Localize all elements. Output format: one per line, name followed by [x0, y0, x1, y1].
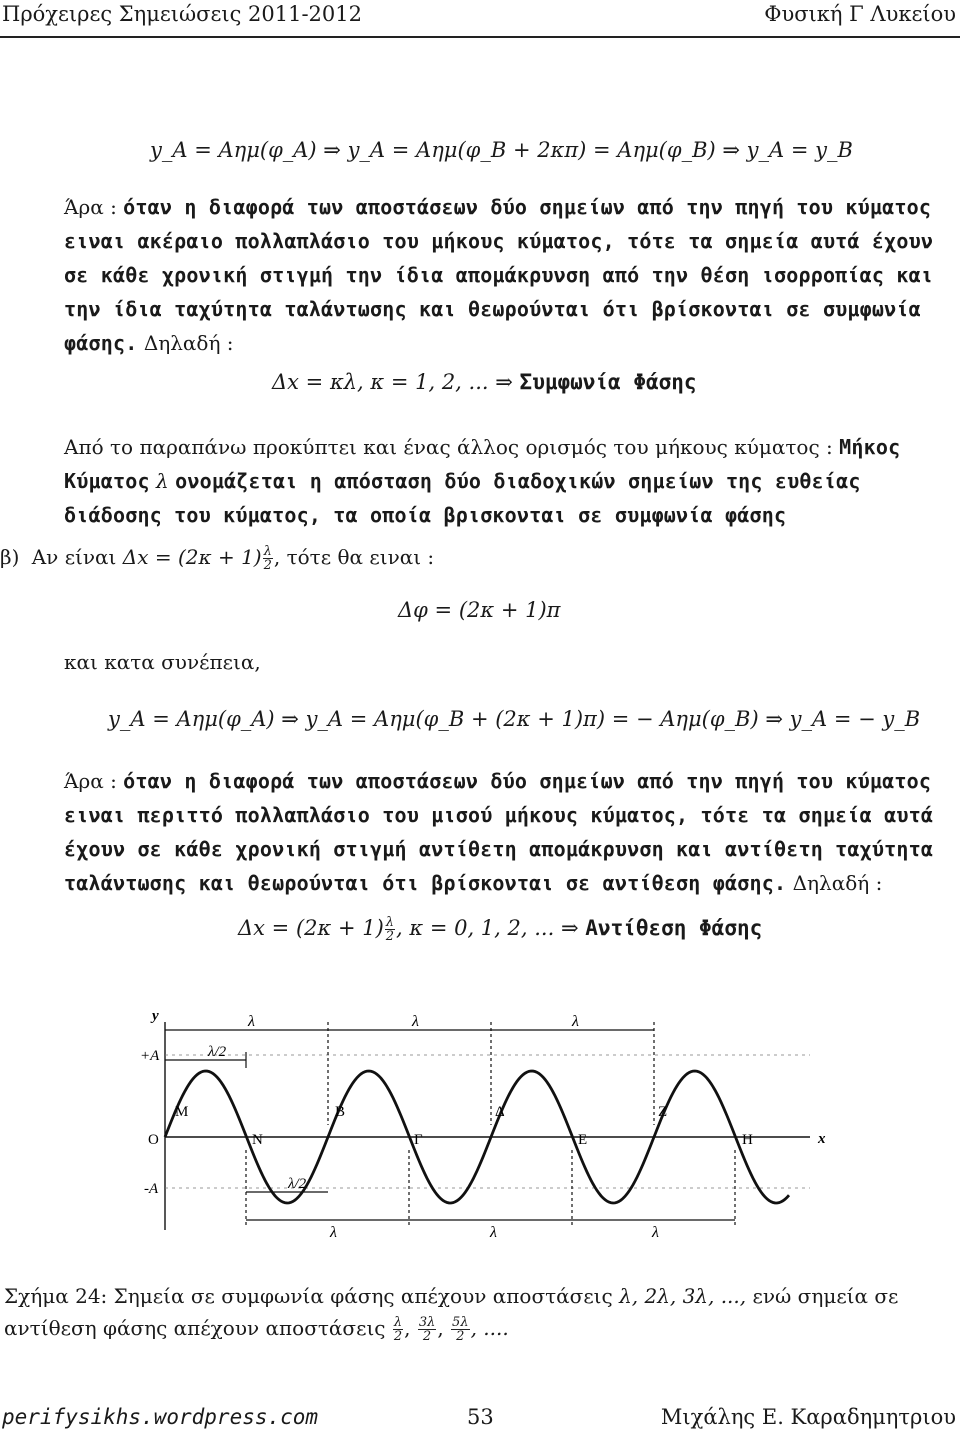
header-rule: [0, 36, 960, 38]
point-Gamma: Γ: [414, 1132, 423, 1148]
paragraph-opposite-phase: [64, 764, 958, 900]
point-B: B: [335, 1104, 346, 1120]
equation-opposite-phase: y_A = Αημ(φ_A) ⇒ y_A = Αημ(φ_B + (2κ + 1)π) = − Αημ(φ_B) ⇒ y_A = − y_B: [108, 707, 921, 731]
point-M: M: [175, 1104, 189, 1120]
bottom-half-lambda: λ/2: [288, 1176, 307, 1192]
top-lambda-1: λ: [248, 1013, 255, 1030]
para-lead: Άρα :: [64, 195, 117, 219]
origin-label: O: [148, 1132, 159, 1148]
caption-frac-2: $\frac{3\lambda}{2}$: [418, 1315, 436, 1344]
bottom-lambda-1: λ: [330, 1224, 337, 1240]
case-label: β): [0, 545, 20, 569]
top-half-lambda: λ/2: [208, 1044, 227, 1060]
equation-phase-diff: Δφ = (2κ + 1)π: [398, 598, 561, 622]
caption-text-3: αντίθεση φάσης απέχουν αποστάσεις: [4, 1316, 386, 1340]
eq-label: Αντίθεση Φάσης: [585, 916, 763, 940]
point-N: N: [252, 1132, 263, 1148]
equation-in-phase: [272, 370, 697, 394]
implies-arrow: ⇒: [560, 916, 579, 940]
eq-label: Συμφωνία Φάσης: [519, 370, 697, 394]
point-H: H: [742, 1132, 753, 1148]
case-text-pre: Αν είναι: [31, 545, 117, 569]
para-lead: Άρα :: [64, 769, 117, 793]
point-Delta: Δ: [495, 1104, 505, 1120]
y-axis-label: y: [152, 1008, 159, 1024]
eq-math: Δx = κλ, κ = 1, 2, ...: [272, 370, 489, 394]
case-fraction: $\frac{\lambda}{2}$: [263, 544, 272, 573]
top-dimensions: [165, 1022, 654, 1125]
paragraph-same-phase: [64, 190, 958, 360]
minus-a-label: -A: [144, 1181, 159, 1197]
implies-arrow: ⇒: [495, 370, 513, 394]
lambda-symbol: λ: [156, 469, 169, 493]
case-beta: [0, 545, 434, 572]
figure-caption: Σχήμα 24: Σημεία σε συμφωνία φάσης απέχουν αποστάσεις λ, 2λ, 3λ, ..., ενώ σημεία σε αντίθεση φάσης απέχουν αποστάσεις $\frac{\lambda}{2}$ , $\frac{3\lambda}{2}$ , $\frac{5\lambda}{2}$ , ....: [4, 1284, 899, 1344]
equation-anti-phase: [238, 916, 762, 943]
bottom-lambda-3: λ: [652, 1224, 659, 1240]
caption-text-2: ενώ σημεία σε: [752, 1284, 899, 1308]
footer-website: perifysikhs.wordpress.com: [2, 1405, 319, 1429]
consequence-text: και κατα συνέπεια,: [64, 650, 261, 674]
caption-frac-1: $\frac{\lambda}{2}$: [393, 1315, 403, 1344]
plus-a-label: +A: [140, 1048, 160, 1064]
term-wavelength: Μήκος Κύματος: [64, 435, 901, 493]
para-lead: Από το παραπάνω προκύπτει και ένας άλλος ορισμός του μήκους κύματος :: [64, 435, 833, 459]
bottom-lambda-2: λ: [490, 1224, 497, 1240]
footer-author: Μιχάλης Ε. Καραδημητριου: [660, 1405, 956, 1429]
definition-text: ονομάζεται η απόσταση δύο διαδοχικών σημείων της ευθείας διάδοσης του κύματος, τα οποία βρισκονται σε συμφωνία φάσης: [64, 469, 861, 527]
case-text-post: , τότε θα ειναι :: [273, 545, 435, 569]
eq-math-pre: Δx = (2κ + 1): [238, 916, 384, 940]
caption-tail: , ....: [470, 1316, 509, 1340]
eq-math-post: , κ = 0, 1, 2, ...: [396, 916, 555, 940]
eq-fraction: $\frac{\lambda}{2}$: [385, 915, 395, 944]
x-axis-label: x: [818, 1131, 826, 1147]
caption-text-1: Σημεία σε συμφωνία φάσης απέχουν αποστάσεις: [113, 1284, 613, 1308]
para-tail: Δηλαδή :: [792, 871, 883, 895]
para-bold-text: όταν η διαφορά των αποστάσεων δύο σημείων από την πηγή του κύματος ειναι περιττό πολλαπλάσιο του μισού μήκους κύματος, τότε τα σημεία αυτά έχουν σε κάθε χρονική στιγμή αντίθετη απομάκρυνση και αντίθετη ταχύτητα ταλάντωσης και θεωρούνται ότι βρίσκονται σε αντίθεση φάσης.: [64, 769, 934, 895]
point-E: E: [578, 1132, 588, 1148]
running-header-left: Πρόχειρες Σημειώσεις 2011-2012: [2, 2, 362, 26]
wave-figure: [130, 1000, 840, 1240]
para-tail: Δηλαδή :: [143, 331, 234, 355]
caption-lead: Σχήμα 24:: [4, 1284, 108, 1308]
para-bold-text: όταν η διαφορά των αποστάσεων δύο σημείων από την πηγή του κύματος ειναι ακέραιο πολλαπλάσιο του μήκους κύματος, τότε τα σημεία αυτά έχουν σε κάθε χρονική στιγμή την ίδια απομάκρυνση από την θέση ισορροπίας και την ίδια ταχύτητα ταλάντωσης και θεωρούνται ότι βρίσκονται σε συμφωνία φάσης.: [64, 195, 934, 355]
equation-same-phase: y_A = Αημ(φ_A) ⇒ y_A = Αημ(φ_B + 2κπ) = Αημ(φ_B) ⇒ y_A = y_B: [150, 138, 853, 162]
page-number: 53: [467, 1405, 494, 1429]
top-lambda-3: λ: [572, 1013, 579, 1030]
caption-frac-3: $\frac{5\lambda}{2}$: [452, 1315, 469, 1344]
paragraph-wavelength-definition: [64, 430, 958, 532]
case-math: Δx = (2κ + 1): [122, 545, 262, 569]
point-Z: Z: [658, 1104, 668, 1120]
top-lambda-2: λ: [412, 1013, 419, 1030]
running-header-right: Φυσική Γ Λυκείου: [764, 2, 956, 26]
caption-math-1: λ, 2λ, 3λ, ...,: [619, 1284, 747, 1308]
